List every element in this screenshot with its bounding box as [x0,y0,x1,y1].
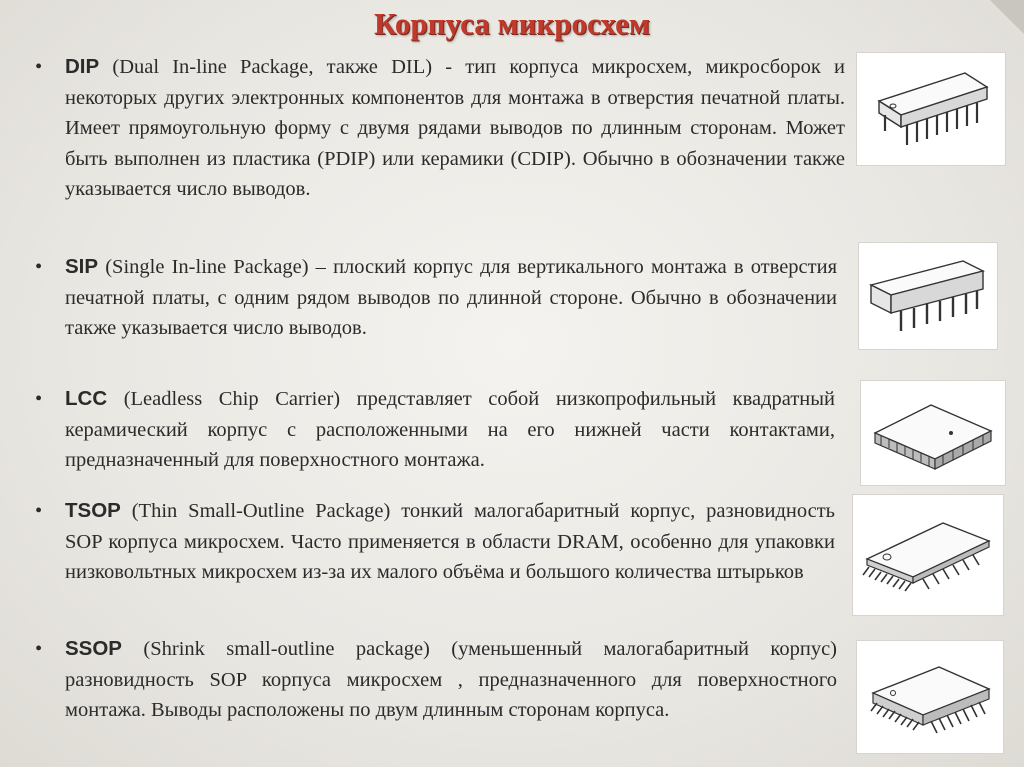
list-item-sip [35,252,845,374]
item-description: (Dual In-line Package, также DIL) - тип корпуса микросхем, микросборок и некоторых других электронных компонентов для монтажа в отверстия печатной платы. Имеет прямоугольную форму с двумя рядами выводов по длинным сторонам. Может быть выполнен из пластика (PDIP) или керамики (CDIP). Обычно в обозначении также указывается число выводов. [65,56,845,200]
list-item-ssop [35,634,845,758]
item-description: (Thin Small-Outline Package) тонкий малогабаритный корпус, разновидность SOP корпуса микросхем. Часто применяется в области DRAM, особенно для упаковки низковольтных микросхем из-за их малого объёма и большого количества штырьков [65,500,836,583]
item-text [65,384,835,476]
item-text [65,52,845,205]
list-item-lcc [35,384,845,478]
slide-title: Корпуса микросхем [373,6,650,41]
bullet: • [35,56,43,78]
item-abbr: SIP [65,255,99,278]
item-abbr: LCC [65,387,108,410]
item-description: (Shrink small-outline package) (уменьшенный малогабаритный корпус) разновидность SOP корпуса микросхем , предназначенного для поверхностного монтажа. Выводы расположены по двум длинным сторонам корпуса. [65,638,837,721]
lcc-chip-icon [860,380,1006,486]
item-description: (Single In-line Package) – плоский корпус для вертикального монтажа в отверстия печатной платы, с одним рядом выводов по длинной стороне. Обычно в обозначении также указывается число выводов. [65,256,838,339]
list-item-dip [35,52,845,237]
item-text [65,252,837,344]
bullet: • [35,638,43,660]
item-text [65,634,837,726]
sip-chip-icon [858,242,998,350]
bullet: • [35,500,43,522]
bullet: • [35,256,43,278]
dip-chip-icon [856,52,1006,166]
item-abbr: SSOP [65,637,122,660]
item-text [65,496,835,588]
list-item-tsop [35,496,845,620]
bullet: • [35,388,43,410]
item-abbr: DIP [65,55,100,78]
item-abbr: TSOP [65,499,121,522]
item-description: (Leadless Chip Carrier) представляет собой низкопрофильный квадратный керамический корпус с расположенными на его нижней части контактами, предназначенный для поверхностного монтажа. [65,388,835,471]
tsop-chip-icon [852,494,1004,616]
ssop-chip-icon [856,640,1004,754]
